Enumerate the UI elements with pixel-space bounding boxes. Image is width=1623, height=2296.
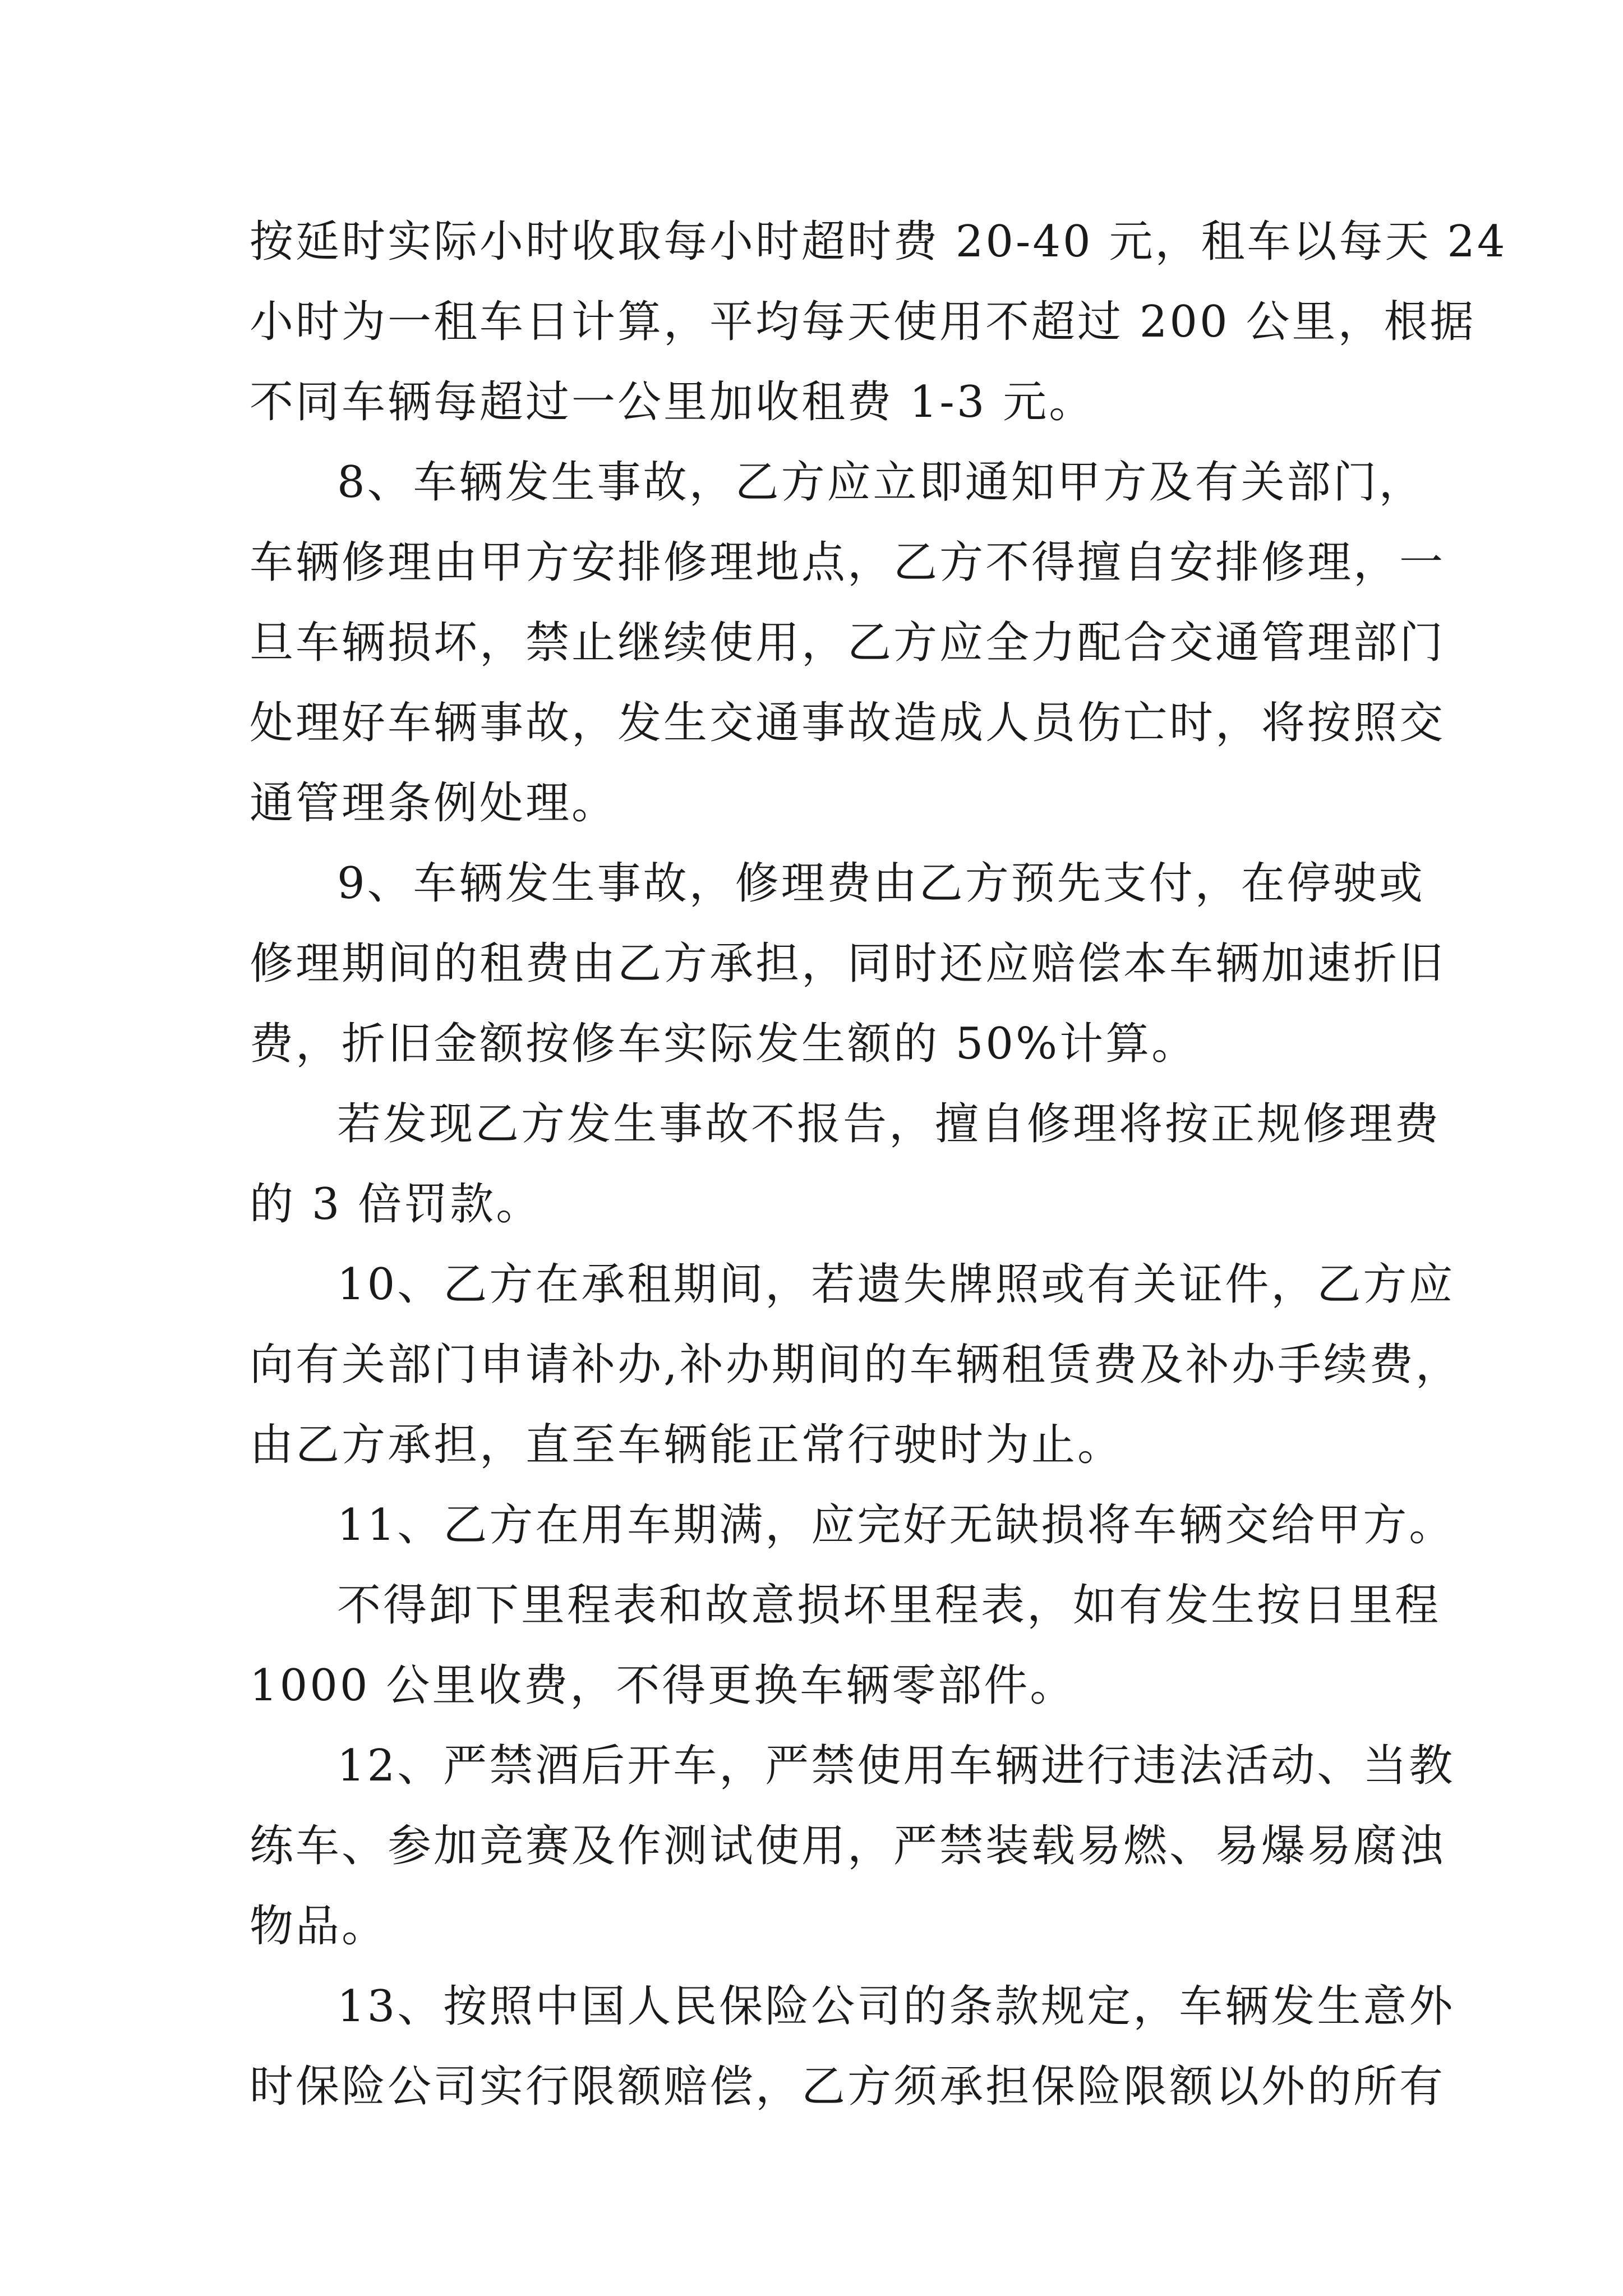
text-line: 10、乙方在承租期间，若遗失牌照或有关证件，乙方应 bbox=[337, 1259, 1455, 1310]
text-line: 费，折旧金额按修车实际发生额的 50%计算。 bbox=[250, 1019, 1198, 1069]
text-line: 时保险公司实行限额赔偿，乙方须承担保险限额以外的所有 bbox=[250, 2062, 1446, 2112]
text-line: 8、车辆发生事故，乙方应立即通知甲方及有关部门， bbox=[337, 457, 1425, 508]
text-line: 旦车辆损坏，禁止继续使用，乙方应全力配合交通管理部门 bbox=[250, 618, 1446, 668]
text-line: 小时为一租车日计算，平均每天使用不超过 200 公里，根据 bbox=[250, 297, 1476, 347]
text-line: 通管理条例处理。 bbox=[250, 778, 618, 829]
text-line: 9、车辆发生事故，修理费由乙方预先支付，在停驶或 bbox=[337, 858, 1425, 909]
text-line: 13、按照中国人民保险公司的条款规定，车辆发生意外 bbox=[337, 1981, 1455, 2032]
text-line: 的 3 倍罚款。 bbox=[250, 1179, 542, 1230]
text-line: 由乙方承担，直至车辆能正常行驶时为止。 bbox=[250, 1420, 1124, 1470]
text-line: 1000 公里收费，不得更换车辆零部件。 bbox=[250, 1660, 1076, 1711]
text-line: 12、严禁酒后开车，严禁使用车辆进行违法活动、当教 bbox=[337, 1741, 1455, 1791]
text-line: 若发现乙方发生事故不报告，擅自修理将按正规修理费 bbox=[337, 1099, 1441, 1149]
text-line: 不同车辆每超过一公里加收租费 1-3 元。 bbox=[250, 377, 1095, 427]
text-line: 不得卸下里程表和故意损坏里程表，如有发生按日里程 bbox=[337, 1580, 1441, 1631]
text-line: 11、乙方在用车期满，应完好无缺损将车辆交给甲方。 bbox=[337, 1500, 1455, 1550]
text-line: 按延时实际小时收取每小时超时费 20-40 元，租车以每天 24 bbox=[250, 217, 1507, 267]
contract-body-text bbox=[250, 202, 1507, 2127]
text-line: 练车、参加竞赛及作测试使用，严禁装载易燃、易爆易腐浊 bbox=[250, 1821, 1446, 1871]
text-line: 向有关部门申请补办,补办期间的车辆租赁费及补办手续费， bbox=[250, 1340, 1461, 1390]
text-line: 物品。 bbox=[250, 1901, 388, 1952]
text-line: 处理好车辆事故，发生交通事故造成人员伤亡时，将按照交 bbox=[250, 698, 1446, 748]
text-line: 修理期间的租费由乙方承担，同时还应赔偿本车辆加速折旧 bbox=[250, 938, 1446, 989]
text-line: 车辆修理由甲方安排修理地点，乙方不得擅自安排修理，一 bbox=[250, 537, 1446, 588]
